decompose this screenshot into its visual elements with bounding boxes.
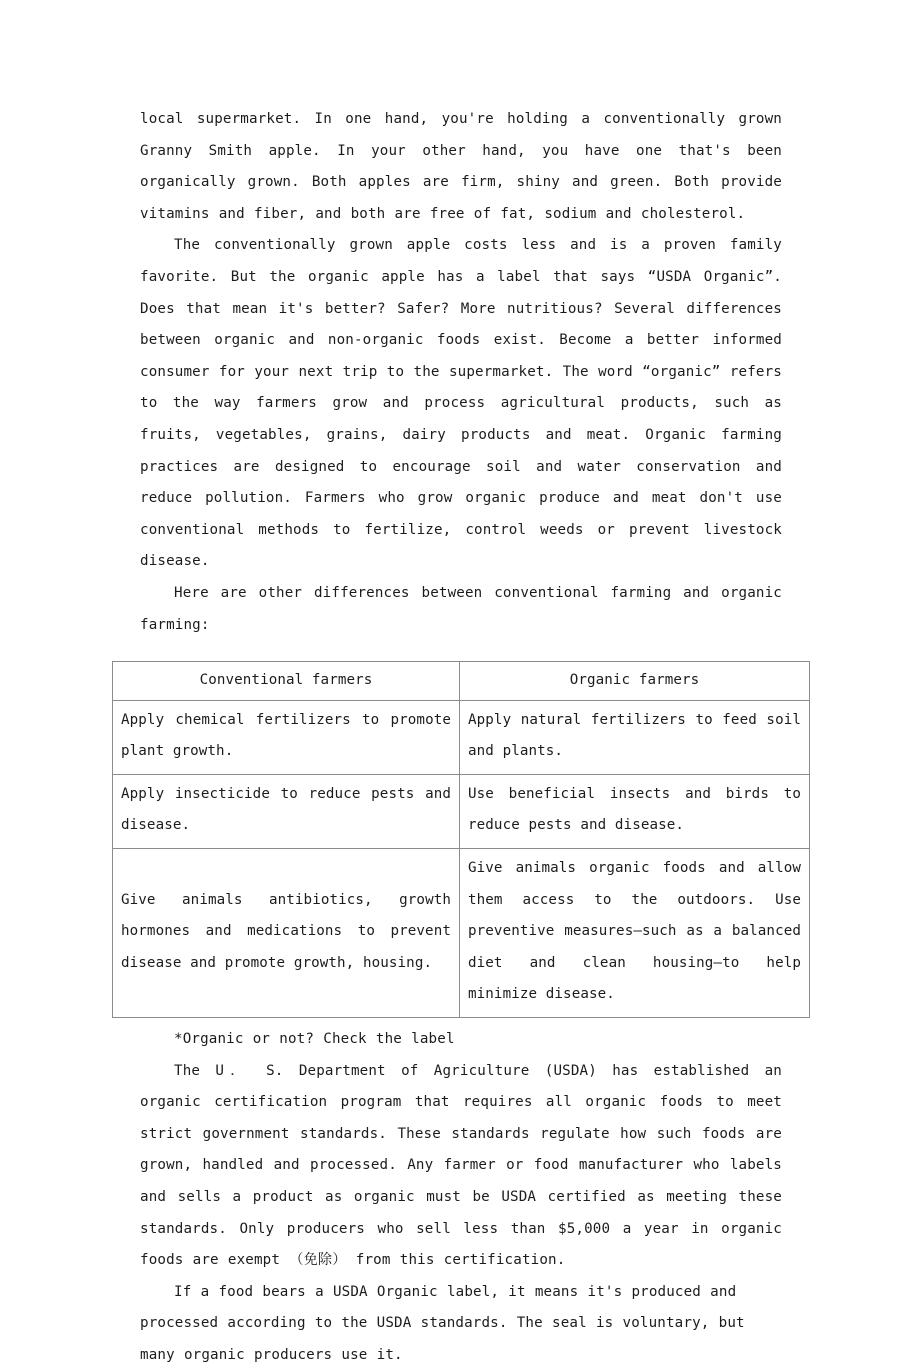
table-header-organic: Organic farmers <box>460 662 810 701</box>
comparison-table <box>112 661 810 1018</box>
paragraph-seal: If a food bears a USDA Organic label, it means it's produced and processed according to the USDA standards. The seal is voluntary, but many organic producers use it. <box>140 1283 745 1363</box>
table-cell-conventional-1: Apply chemical fertilizers to promote plant growth. <box>113 700 460 774</box>
paragraph-star-note: *Organic or not? Check the label <box>174 1031 455 1048</box>
table-row <box>113 849 810 1018</box>
paragraph-2: The conventionally grown apple costs less and is a proven family favorite. But the organic apple has a label that says “USDA Organic”. Does that mean it's better? Safer? More nutritious? Several differences between organic and non-organic foods exist. Become a better informed consumer for your next trip to the supermarket. The word “organic” refers to the way farmers grow and process agricultural products, such as fruits, vegetables, grains, dairy products and meat. Organic farming practices are designed to encourage soil and water conservation and reduce pollution. Farmers who grow organic produce and meat don't use conventional methods to fertilize, control weeds or prevent livestock disease. <box>140 237 782 570</box>
paragraph-lead-in: Here are other differences between conventional farming and organic farming: <box>140 584 782 633</box>
table-cell-organic-1: Apply natural fertilizers to feed soil and plants. <box>460 700 810 774</box>
paragraph-usda: The U． S. Department of Agriculture (USDA) has established an organic certification program that requires all organic foods to meet strict government standards. These standards regulate how such foods are grown, handled and processed. Any farmer or food manufacturer who labels and sells a product as organic must be USDA certified as meeting these standards. Only producers who sell less than $5,000 a year in organic foods are exempt （免除） from this certification. <box>140 1062 782 1269</box>
paragraph-1: local supermarket. In one hand, you're holding a conventionally grown Granny Smith apple. In your other hand, you have one that's been organically grown. Both apples are firm, shiny and green. Both provide vitamins and fiber, and both are free of fat, sodium and cholesterol. <box>140 111 782 222</box>
table-row <box>113 700 810 774</box>
table-cell-organic-3: Give animals organic foods and allow them access to the outdoors. Use preventive measures—such as a balanced diet and clean housing—to help minimize disease. <box>460 849 810 1018</box>
table-head <box>113 662 810 701</box>
table-row <box>113 774 810 848</box>
table-header-row <box>113 662 810 701</box>
document-content <box>121 104 801 1372</box>
table-cell-conventional-3: Give animals antibiotics, growth hormones and medications to prevent disease and promote growth, housing. <box>113 849 460 1018</box>
table-cell-conventional-2: Apply insecticide to reduce pests and disease. <box>113 774 460 848</box>
comparison-table-wrapper <box>112 661 809 1018</box>
table-cell-organic-2: Use beneficial insects and birds to reduce pests and disease. <box>460 774 810 848</box>
table-header-conventional: Conventional farmers <box>113 662 460 701</box>
table-body <box>113 700 810 1017</box>
